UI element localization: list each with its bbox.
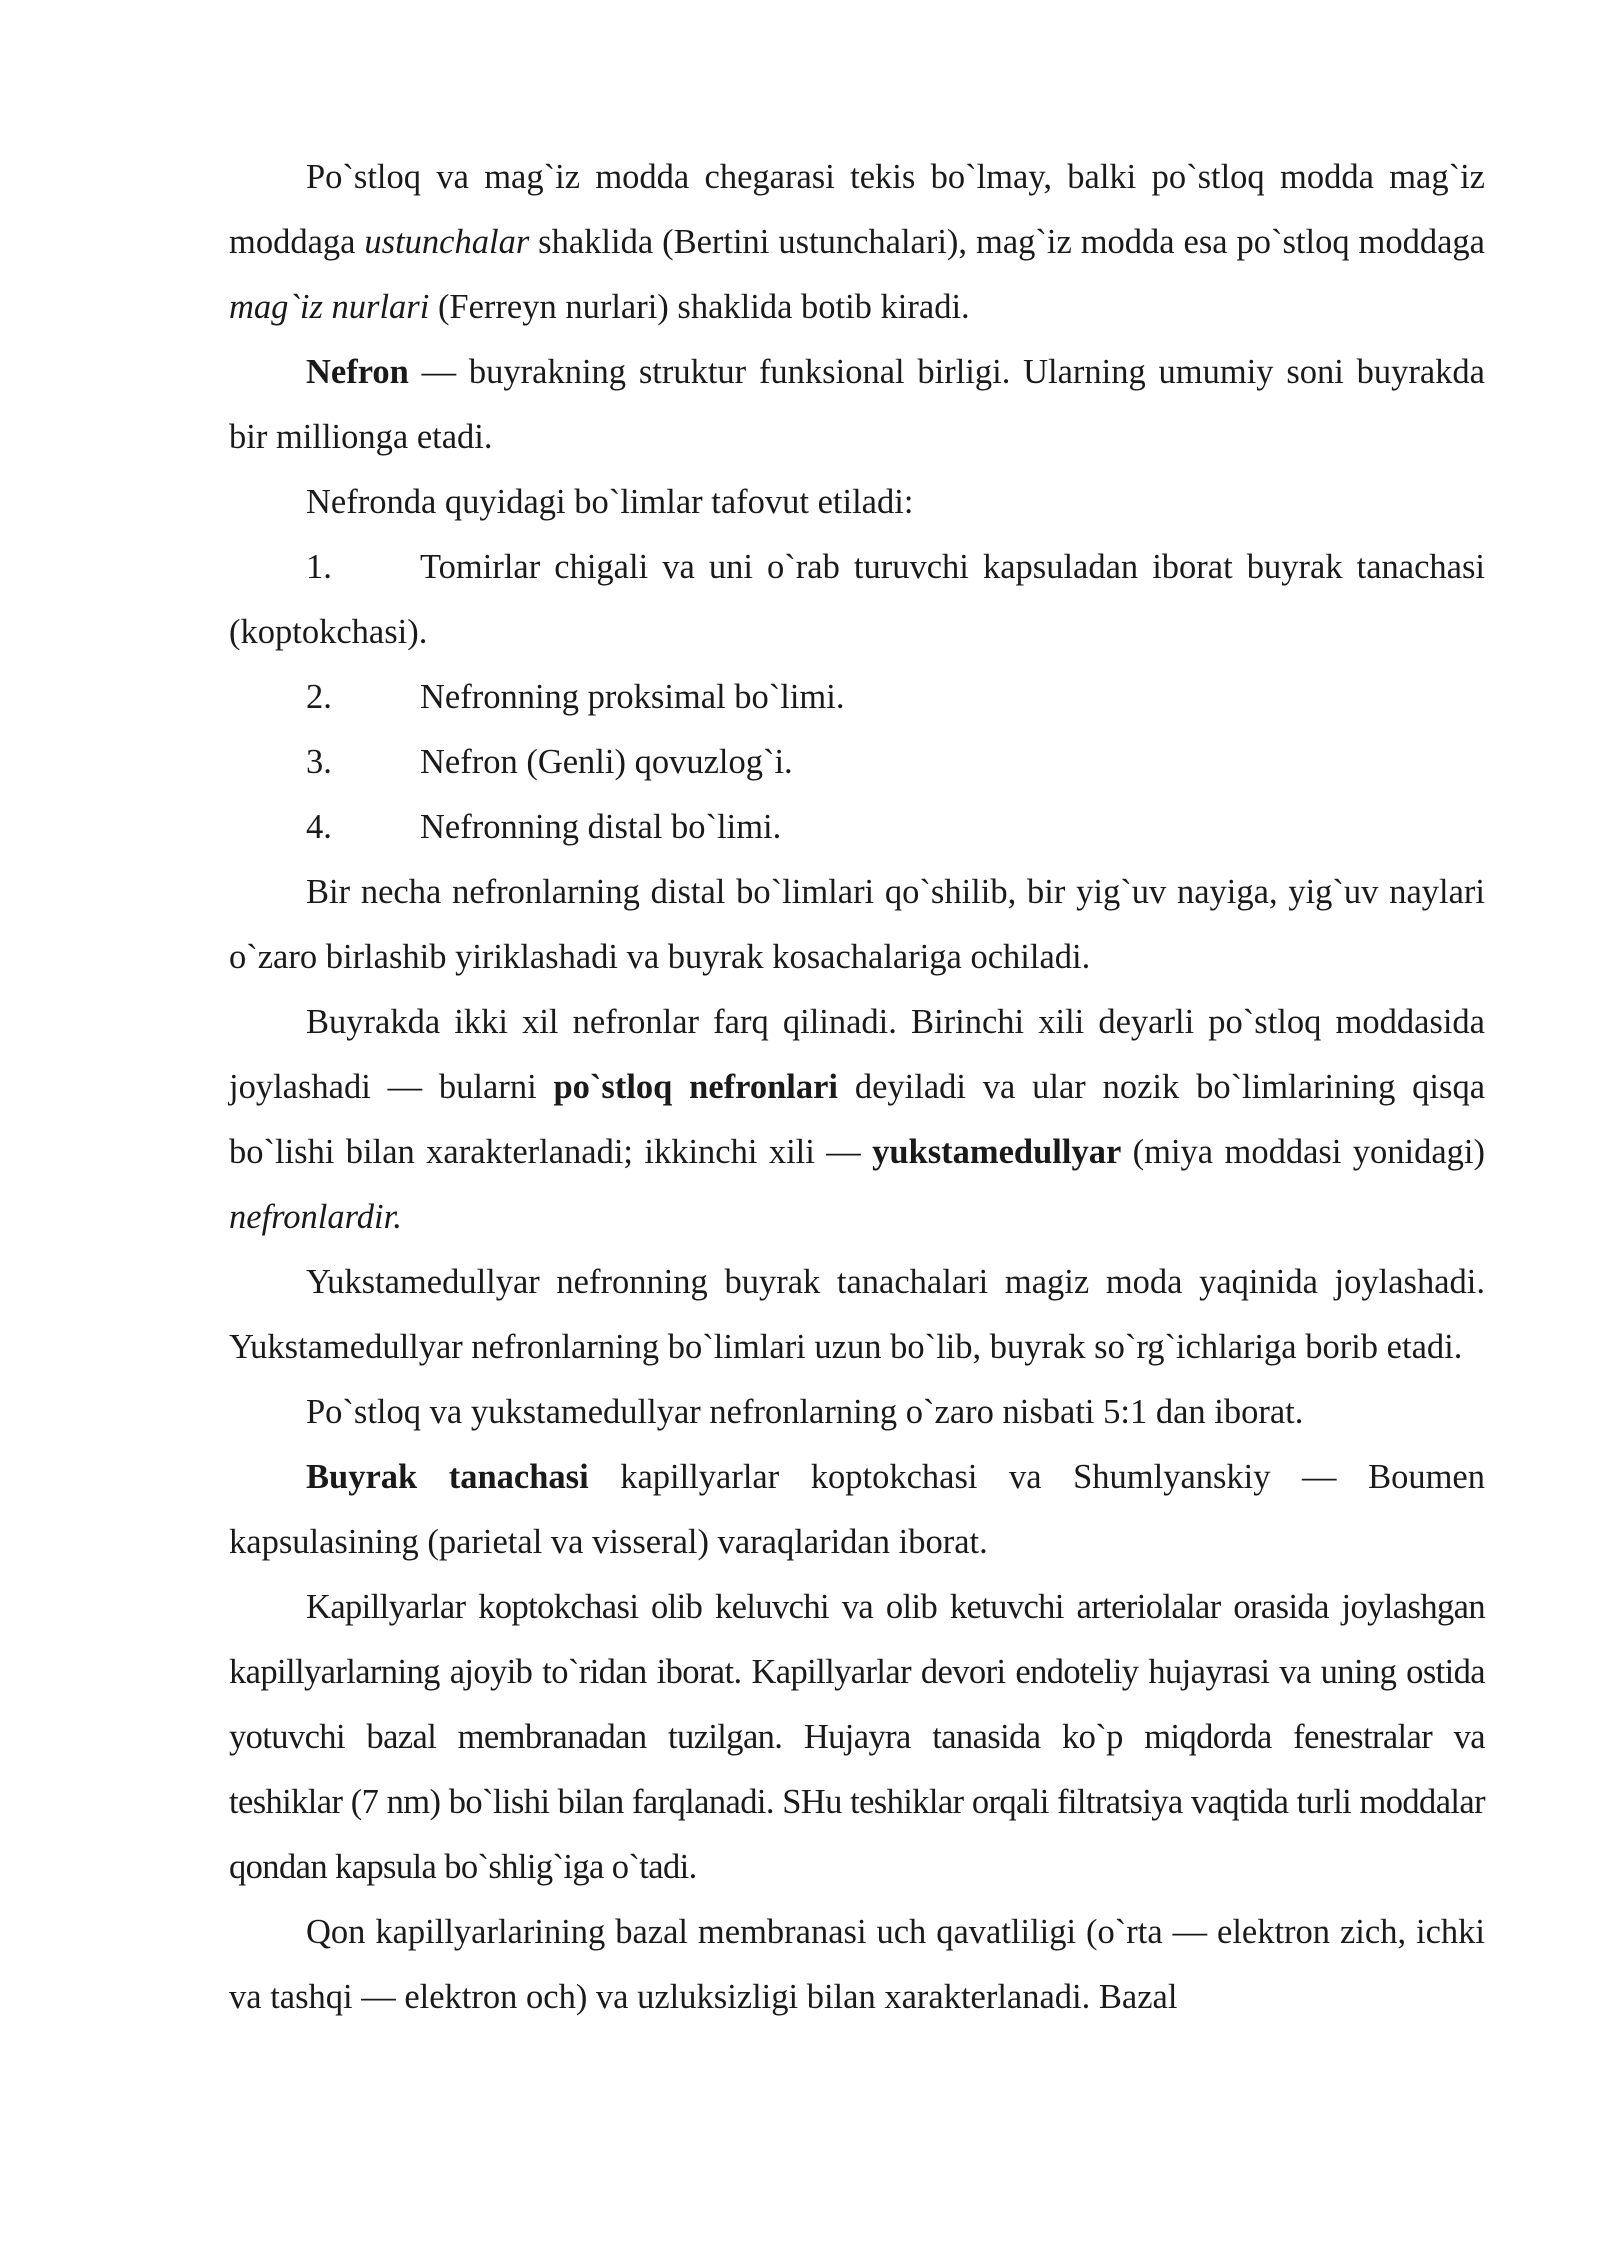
list-item-text: Nefronning proksimal bo`limi. [420, 678, 845, 716]
list-item-number: 3. [306, 743, 332, 781]
list-item-number: 2. [306, 678, 332, 716]
text-run: Buyrakda ikki xil nefronlar farq qilinadi. Birinchi xili deyarli po`stloq moddasida joylashadi — bularni [229, 1003, 1485, 1106]
list-item-text: Tomirlar chigali va uni o`rab turuvchi kapsuladan iborat buyrak tanachasi (koptokchasi). [229, 548, 1485, 651]
text-run: shaklida (Bertini ustunchalari), mag`iz modda esa po`stloq moddaga [529, 223, 1485, 261]
paragraph-capillary-glomerulus [229, 1575, 1485, 1900]
text-run: Po`stloq va yukstamedullyar nefronlarning o`zaro nisbati 5:1 dan iborat. [306, 1393, 1304, 1431]
paragraph-juxtamedullary [229, 1250, 1485, 1380]
text-run: Bir necha nefronlarning distal bo`limlari qo`shilib, bir yig`uv nayiga, yig`uv naylari o`zaro birlashib yiriklashadi va buyrak kosachalariga ochiladi. [229, 873, 1485, 976]
text-run: Yukstamedullyar nefronning buyrak tanachalari magiz moda yaqinida joylashadi. Yukstamedullyar nefronlarning bo`limlari uzun bo`lib, buyrak so`rg`ichlariga borib etadi. [229, 1263, 1485, 1366]
text-run: Nefronda quyidagi bo`limlar tafovut etiladi: [306, 483, 914, 521]
document-page [229, 145, 1485, 2030]
italic-term-ustunchalar: ustunchalar [364, 223, 530, 261]
list-item [229, 665, 1485, 730]
paragraph-renal-corpuscle [229, 1445, 1485, 1575]
bold-term-postloq-nefronlari: po`stloq nefronlari [553, 1068, 839, 1106]
list-item [229, 795, 1485, 860]
italic-term-magiz-nurlari: mag`iz nurlari [229, 288, 430, 326]
list-item [229, 535, 1485, 665]
list-item-number: 1. [306, 548, 332, 586]
text-run: Kapillyarlar koptokchasi olib keluvchi va olib ketuvchi arteriolalar orasida joylashgan kapillyarlarning ajoyib to`ridan iborat. Kapillyarlar devori endoteliy hujayrasi va uning ostida yotuvchi bazal membranadan tuzilgan. Hujayra tanasida ko`p miqdorda fenestralar va teshiklar (7 nm) bo`lishi bilan farqlanadi. SHu teshiklar orqali filtratsiya vaqtida turli moddalar qondan kapsula bo`shlig`iga o`tadi. [229, 1588, 1485, 1886]
list-item-number: 4. [306, 808, 332, 846]
list-item-text: Nefronning distal bo`limi. [420, 808, 782, 846]
list-item [229, 730, 1485, 795]
text-run: deyiladi va ular nozik bo`limlarining qisqa bo`lishi bilan xarakterlanadi; ikkinchi xili — [229, 1068, 1486, 1171]
text-run: Qon kapillyarlarining bazal membranasi uch qavatliligi (o`rta — elektron zich, ichki va tashqi — elektron och) va uzluksizligi bilan xarakterlanadi. Bazal [229, 1913, 1485, 2016]
text-run: — buyrakning struktur funksional birligi. Ularning umumiy soni buyrakda bir millionga etadi. [229, 353, 1485, 456]
paragraph-ratio [229, 1380, 1485, 1445]
text-run: (Ferreyn nurlari) shaklida botib kiradi. [429, 288, 970, 326]
paragraph-nefron-parts-intro [229, 470, 1485, 535]
paragraph-cortex-medulla-border [229, 145, 1485, 340]
text-run: Po`stloq va mag`iz modda chegarasi tekis bo`lmay, balki po`stloq modda mag`iz moddaga [229, 158, 1485, 261]
list-item-text: Nefron (Genli) qovuzlog`i. [420, 743, 793, 781]
paragraph-nefron-types [229, 990, 1485, 1250]
paragraph-nefron-definition [229, 340, 1485, 470]
paragraph-basal-membrane [229, 1900, 1485, 2030]
bold-term-yukstamedullyar: yukstamedullyar [872, 1133, 1122, 1171]
italic-term-nefronlardir: nefronlardir. [229, 1198, 402, 1236]
paragraph-collecting-ducts [229, 860, 1485, 990]
bold-term-nefron: Nefron [306, 353, 409, 391]
text-run: (miya moddasi yonidagi) [1121, 1133, 1485, 1171]
text-run: kapillyarlar koptokchasi va Shumlyanskiy — Boumen kapsulasining (parietal va visseral) varaqlaridan iborat. [229, 1458, 1485, 1561]
bold-term-buyrak-tanachasi: Buyrak tanachasi [306, 1458, 589, 1496]
